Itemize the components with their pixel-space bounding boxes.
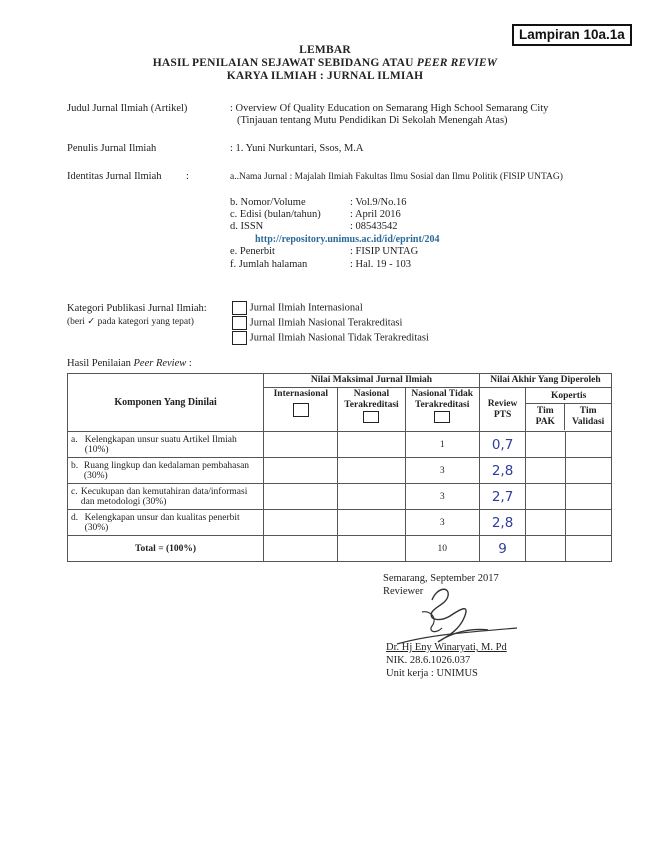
- nomor-volume-value: : Vol.9/No.16: [350, 197, 407, 208]
- attachment-badge: Lampiran 10a.1a: [512, 24, 632, 46]
- reviewer-nik: NIK. 28.6.1026.037: [386, 655, 471, 666]
- internasional-header: Internasional: [264, 388, 338, 432]
- kategori-option-internasional[interactable]: Jurnal Ilmiah Internasional: [232, 301, 363, 315]
- penerbit-key: e. Penerbit: [230, 246, 275, 257]
- table-row: b. Ruang lingkup dan kedalaman pembahasan (30%) 3 2,8: [68, 458, 612, 484]
- tidak-terakreditasi-checkbox[interactable]: [434, 411, 450, 423]
- komponen-cell: Kecukupan dan kemutahiran data/informasi dan metodologi (30%): [80, 486, 248, 507]
- maks-cell: 3: [405, 484, 479, 510]
- nilai-akhir-header: Nilai Akhir Yang Diperoleh: [479, 374, 611, 388]
- review-score-cell: 0,7: [479, 432, 525, 458]
- jumlah-halaman-value: : Hal. 19 - 103: [350, 259, 411, 270]
- terakreditasi-checkbox[interactable]: [363, 411, 379, 423]
- issn-key: d. ISSN: [230, 221, 264, 232]
- reviewer-unit: Unit kerja : UNIMUS: [386, 668, 478, 679]
- table-row: d. Kelengkapan unsur dan kualitas penerbit (30%) 3 2,8: [68, 510, 612, 536]
- jumlah-halaman-key: f. Jumlah halaman: [230, 259, 308, 270]
- total-row: [68, 536, 612, 562]
- kopertis-header: Kopertis Tim PAK Tim Validasi: [526, 388, 612, 432]
- kategori-note: (beri ✓ pada kategori yang tepat): [67, 317, 194, 327]
- judul-value: : Overview Of Quality Education on Semarang High School Semarang City: [230, 103, 549, 114]
- nama-jurnal: a..Nama Jurnal : Majalah Ilmiah Fakultas Ilmu Sosial dan Ilmu Politik (FISIP UNTAG): [230, 172, 563, 182]
- nomor-volume-key: b. Nomor/Volume: [230, 197, 306, 208]
- table-row: c. Kecukupan dan kemutahiran data/informasi dan metodologi (30%) 3 2,7: [68, 484, 612, 510]
- komponen-cell: Ruang lingkup dan kedalaman pembahasan (30%): [83, 460, 250, 481]
- komponen-cell: Kelengkapan unsur suatu Artikel Ilmiah (10%): [84, 434, 237, 455]
- penulis-label: Penulis Jurnal Ilmiah: [67, 143, 157, 154]
- judul-subtitle: (Tinjauan tentang Mutu Pendidikan Di Sekolah Menengah Atas): [237, 115, 508, 126]
- identitas-colon: :: [186, 171, 189, 182]
- hasil-penilaian-label: Hasil Penilaian Peer Review :: [67, 358, 192, 369]
- doc-title-line3: KARYA ILMIAH : JURNAL ILMIAH: [226, 70, 424, 82]
- score-table: [67, 373, 612, 562]
- penerbit-value: : FISIP UNTAG: [350, 246, 419, 257]
- komponen-header: Komponen Yang Dinilai: [68, 374, 264, 432]
- maks-cell: 1: [405, 432, 479, 458]
- reviewer-label: Reviewer: [383, 586, 424, 597]
- doc-title-line2: HASIL PENILAIAN SEJAWAT SEBIDANG ATAU PEER REVIEW: [152, 57, 498, 69]
- review-score-cell: 2,8: [479, 458, 525, 484]
- nasional-tidak-header: Nasional Tidak Terakreditasi: [405, 388, 479, 432]
- judul-label: Judul Jurnal Ilmiah (Artikel): [67, 103, 188, 114]
- maks-cell: 3: [405, 510, 479, 536]
- penulis-value: : 1. Yuni Nurkuntari, Ssos, M.A: [230, 143, 364, 154]
- edisi-key: c. Edisi (bulan/tahun): [230, 209, 321, 220]
- checkbox-tidak-terakreditasi[interactable]: [232, 331, 247, 345]
- review-score-cell: 2,7: [479, 484, 525, 510]
- tim-validasi-header: Tim Validasi: [571, 405, 605, 427]
- identitas-label: Identitas Jurnal Ilmiah: [67, 171, 162, 182]
- reviewer-name: Dr. Hj Eny Winaryati, M. Pd: [386, 642, 507, 653]
- kategori-option-tidak-terakreditasi[interactable]: Jurnal Ilmiah Nasional Tidak Terakreditasi: [232, 331, 429, 345]
- edisi-value: : April 2016: [350, 209, 401, 220]
- table-row: a. Kelengkapan unsur suatu Artikel Ilmiah (10%) 1 0,7: [68, 432, 612, 458]
- internasional-checkbox[interactable]: [293, 403, 309, 417]
- maks-cell: 3: [405, 458, 479, 484]
- reviewer-signature: [392, 582, 522, 648]
- place-date: Semarang, September 2017: [383, 573, 499, 584]
- tim-pak-header: Tim PAK: [526, 404, 565, 430]
- doc-title-line1: LEMBAR: [299, 44, 351, 56]
- kategori-label: Kategori Publikasi Jurnal Ilmiah:: [67, 303, 207, 314]
- kategori-option-terakreditasi[interactable]: Jurnal Ilmiah Nasional Terakreditasi: [232, 316, 402, 330]
- total-label: Total = (100%): [68, 536, 264, 562]
- review-pts-header: Review PTS: [479, 388, 525, 432]
- issn-value: : 08543542: [350, 221, 398, 232]
- nasional-terakreditasi-header: Nasional Terakreditasi: [338, 388, 405, 432]
- komponen-cell: Kelengkapan unsur dan kualitas penerbit (30%): [84, 512, 240, 533]
- total-review-cell: 9: [479, 536, 525, 562]
- checkbox-terakreditasi[interactable]: [232, 316, 247, 330]
- checkbox-internasional[interactable]: [232, 301, 247, 315]
- nilai-maksimal-header: Nilai Maksimal Jurnal Ilmiah: [264, 374, 480, 388]
- repository-link[interactable]: http://repository.unimus.ac.id/id/eprint/204: [255, 234, 440, 245]
- review-score-cell: 2,8: [479, 510, 525, 536]
- total-maks-cell: 10: [405, 536, 479, 562]
